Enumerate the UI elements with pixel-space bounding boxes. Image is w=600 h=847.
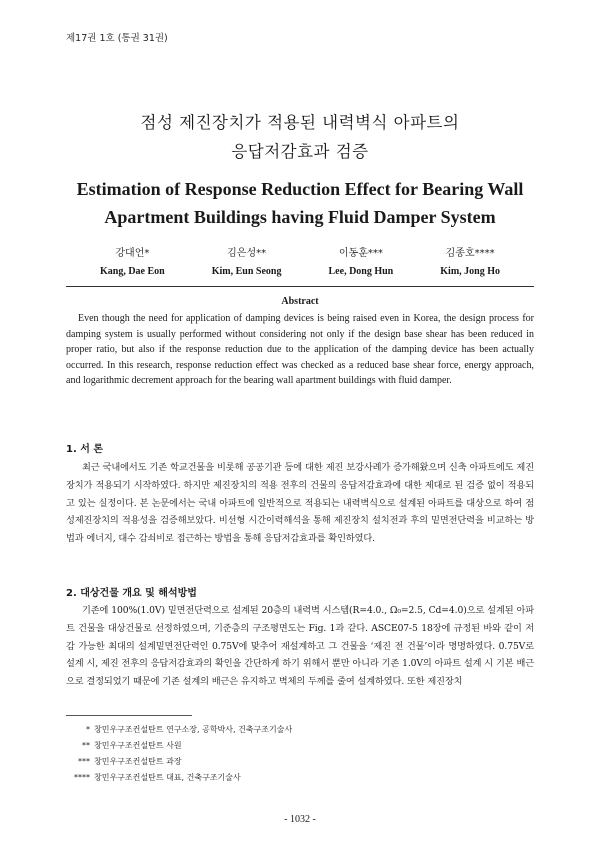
author-list — [100, 245, 500, 281]
abstract-text: Even though the need for application of damping devices is being raised even in Korea, the design process for damping system is usually performed without considering not only if the design base shear has been reduced in proper ratio, but also if the response reduction due to the application of the damping device has been actually occurred. In this research, response reduction effect was checked as a reduced base shear force, energy approach, and logarithmic decrement approach for the bearing wall apartment buildings with fluid damper. — [66, 313, 534, 386]
author-4 — [440, 245, 500, 281]
page-number: - 1032 - — [284, 814, 316, 825]
section-2-text: 기존에 100%(1.0V) 밑면전단력으로 설계된 20층의 내력벽 시스템(R=4.0., Ω₀=2.5, Cd=4.0)으로 설계된 아파트 건물을 대상건물로 선정하였으며, 기준층의 구조평면도는 Fig. 1과 같다. ASCE07-5 18장에 규정된 바와 같이 저감 가능한 최대의 설계밑면전단력인 0.75V에 맞추어 재설계하고 그 건물을 ‘제진 전 건물’이라 명명하였다. 0.75V로 설계 시, 제진 전후의 응답저감효과의 확인을 간단하게 하기 위해서 뿐만 아니라 기존 1.0V의 아파트 설계 시 기본 배근으로 결정되었기 때문에 기존 설계의 배근은 유지하고 벽체의 두께를 줄여 설계하였다. 또한 제진장치 — [66, 605, 534, 688]
english-title-line-2: Apartment Buildings having Fluid Damper System — [104, 207, 496, 227]
section-2-heading: 2. 대상건물 개요 및 해석방법 — [66, 588, 197, 599]
footnote-3 — [66, 754, 292, 770]
author-name-en: Kang, Dae Eon — [100, 266, 165, 277]
section-1-text: 최근 국내에서도 기존 학교건물을 비롯해 공공기관 등에 대한 제진 보강사례가 증가해왔으며 신축 아파트에도 제진장치가 적용되기 시작하였다. 하지만 제진장치의 적용 전후의 건물의 응답저감효과에 대한 제대로 된 검증 없이 적용되고 있는 실정이다. 본 논문에서는 국내 아파트에 일반적으로 적용되는 내력벽식으로 설계된 아파트를 대상으로 하여 점성제진장치의 적용성을 검증해보았다. 비선형 시간이력해석을 통해 제진장치 설치전과 후의 밑면전단력을 비교하는 방법과 에너지, 대수 감쇠비로 접근하는 방법을 통해 응답저감효과를 확인하였다. — [66, 462, 534, 545]
author-name-en: Lee, Dong Hun — [328, 266, 394, 277]
section-1-heading: 1. 서 론 — [66, 444, 104, 455]
footnote-text: 창민우구조컨설탄트 과장 — [94, 757, 182, 766]
korean-title — [0, 108, 600, 166]
english-title — [40, 175, 560, 231]
journal-volume-header: 제17권 1호 (통권 31권) — [66, 33, 168, 44]
footnote-mark: *** — [78, 757, 90, 766]
author-name-ko: 강대언* — [115, 248, 150, 259]
korean-title-line-1: 점성 제진장치가 적용된 내력벽식 아파트의 — [140, 113, 460, 132]
abstract-heading: Abstract — [281, 296, 319, 307]
english-title-line-1: Estimation of Response Reduction Effect for Bearing Wall — [76, 179, 524, 199]
footnote-mark: ** — [82, 741, 90, 750]
author-name-en: Kim, Jong Ho — [440, 266, 500, 277]
author-name-ko: 김종호**** — [445, 248, 495, 259]
korean-title-line-2: 응답저감효과 검증 — [231, 142, 369, 161]
author-name-en: Kim, Eun Seong — [211, 266, 282, 277]
author-divider — [66, 286, 534, 287]
author-name-ko: 이동훈*** — [338, 248, 383, 259]
footnote-4 — [66, 770, 292, 786]
footnote-divider — [66, 715, 192, 716]
footnote-text: 창민우구조컨설탄트 대표, 건축구조기술사 — [94, 773, 241, 782]
footnotes — [66, 722, 292, 786]
author-3 — [329, 245, 394, 281]
footnote-text: 창민우구조컨설탄트 사원 — [94, 741, 182, 750]
footnote-2 — [66, 738, 292, 754]
footnote-text: 창민우구조컨설탄트 연구소장, 공학박사, 건축구조기술사 — [94, 725, 293, 734]
footnote-1 — [66, 722, 292, 738]
author-name-ko: 김은성** — [227, 248, 267, 259]
author-1 — [100, 245, 165, 281]
footnote-mark: **** — [74, 773, 90, 782]
author-2 — [212, 245, 282, 281]
footnote-mark: * — [86, 725, 90, 734]
